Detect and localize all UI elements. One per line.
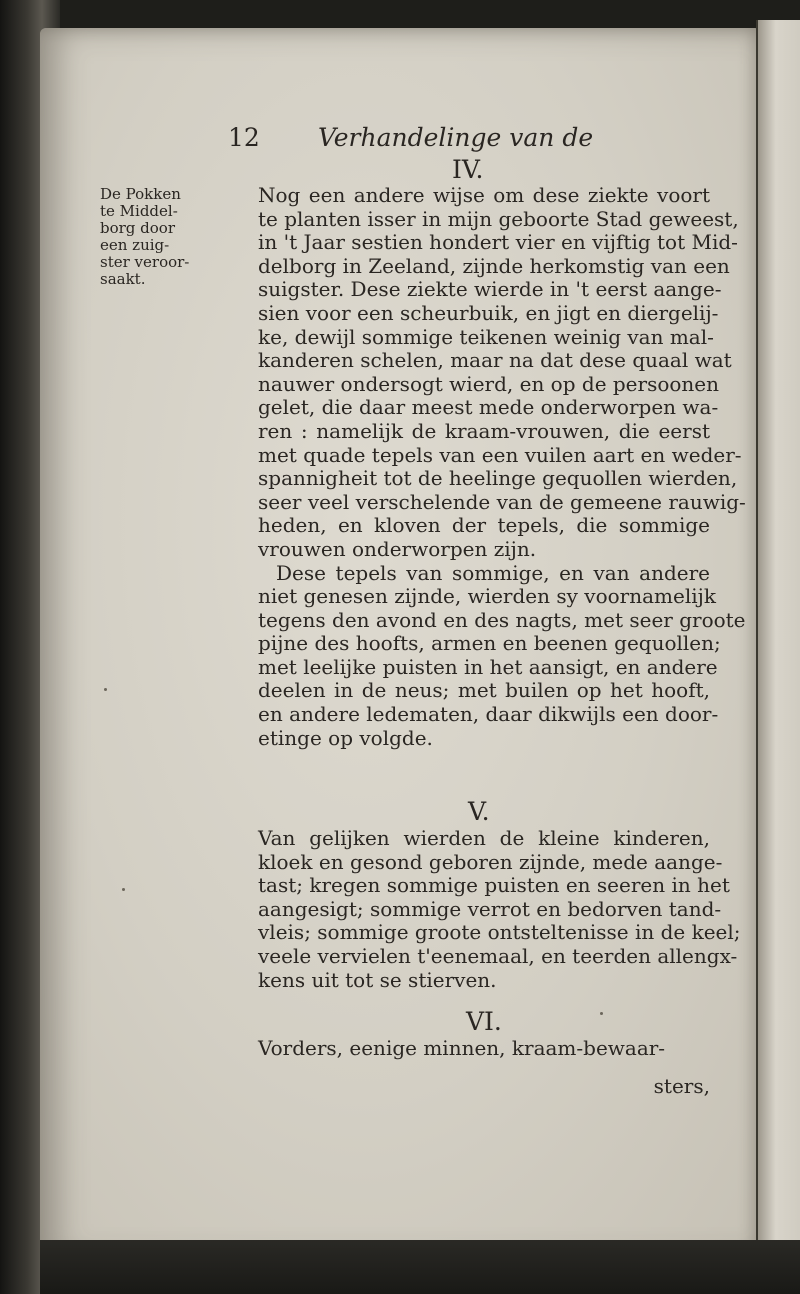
text-line: ke, dewijl sommige teikenen weinig van mal- [258,324,714,349]
section-number-vi: VI. [466,1007,502,1036]
text-line: Vorders, eenige minnen, kraam-bewaar- [258,1036,666,1060]
text-line: ren : namelijk de kraam-vrouwen, die eerst [258,418,710,443]
text-line: in 't Jaar sestien hondert vier en vijftig tot Mid- [258,230,738,255]
margin-note-line: te Middel- [100,202,178,220]
text-line: met leelijke puisten in het aansigt, en andere [258,654,718,679]
section-number-v: V. [468,797,490,826]
text-line: kens uit tot se stierven. [258,967,497,992]
text-line: kloek en gesond geboren zijnde, mede aange- [258,849,723,874]
text-line: aangesigt; sommige verrot en bedorven tand- [258,896,722,921]
text-line: Van gelijken wierden de kleine kinderen, [258,826,710,850]
margin-note-line: ster veroor- [100,253,190,271]
text-line: nauwer ondersogt wierd, en op de persoonen [258,371,720,396]
margin-note [100,186,212,288]
margin-note-line: De Pokken [100,185,181,203]
text-line: pijne des hoofts, armen en beenen gequollen; [258,631,721,656]
section-iv-text [258,183,746,750]
text-line: suigster. Dese ziekte wierde in 't eerst aange- [258,277,722,302]
ink-speck [104,688,107,691]
margin-note-line: saakt. [100,270,146,288]
text-line: Dese tepels van sommige, en van andere [276,560,710,585]
text-line: tegens den avond en des nagts, met seer groote [258,607,746,632]
ink-speck [600,1012,603,1015]
section-vi-text [258,1037,710,1061]
ink-speck [122,888,125,891]
adjacent-page-edge [756,20,800,1270]
text-line: en andere ledematen, daar dikwijls een door- [258,702,719,727]
running-title: Verhandelinge van de [318,123,594,152]
text-line: spannigheit tot de heelinge gequollen wierden, [258,466,738,491]
text-line: vrouwen onderworpen zijn. [258,536,537,561]
text-line: delborg in Zeeland, zijnde herkomstig van een [258,253,730,278]
text-line: tast; kregen sommige puisten en seeren in het [258,873,730,898]
text-line: seer veel verschelende van de gemeene rauwig- [258,489,746,514]
page-header [228,122,688,154]
text-line: Nog een andere wijse om dese ziekte voort [258,183,710,207]
margin-note-line: een zuig- [100,236,170,254]
margin-note-line: borg door [100,219,176,237]
section-v-text [258,826,741,992]
catchword-text: sters, [653,1074,710,1098]
text-line: gelet, die daar meest mede onderworpen wa- [258,395,719,420]
section-number-iv: IV. [452,155,484,184]
text-line: vleis; sommige groote ontsteltenisse in de keel; [258,920,741,945]
text-line: etinge op volgde. [258,725,433,750]
text-line: niet genesen zijnde, wierden sy voornamelijk [258,584,716,609]
text-line: met quade tepels van een vuilen aart en weder- [258,442,742,467]
page-number: 12 [228,123,260,152]
text-line: deelen in de neus; met builen op het hooft, [258,678,710,703]
book-bottom-edge [40,1240,800,1294]
text-line: heden, en kloven der tepels, die sommige [258,513,710,538]
text-line: te planten isser in mijn geboorte Stad geweest, [258,206,739,231]
text-line: sien voor een scheurbuik, en jigt en diergelij- [258,300,719,325]
text-line: kanderen schelen, maar na dat dese quaal wat [258,348,732,373]
text-line: veele vervielen t'eenemaal, en teerden allengx- [258,943,738,968]
